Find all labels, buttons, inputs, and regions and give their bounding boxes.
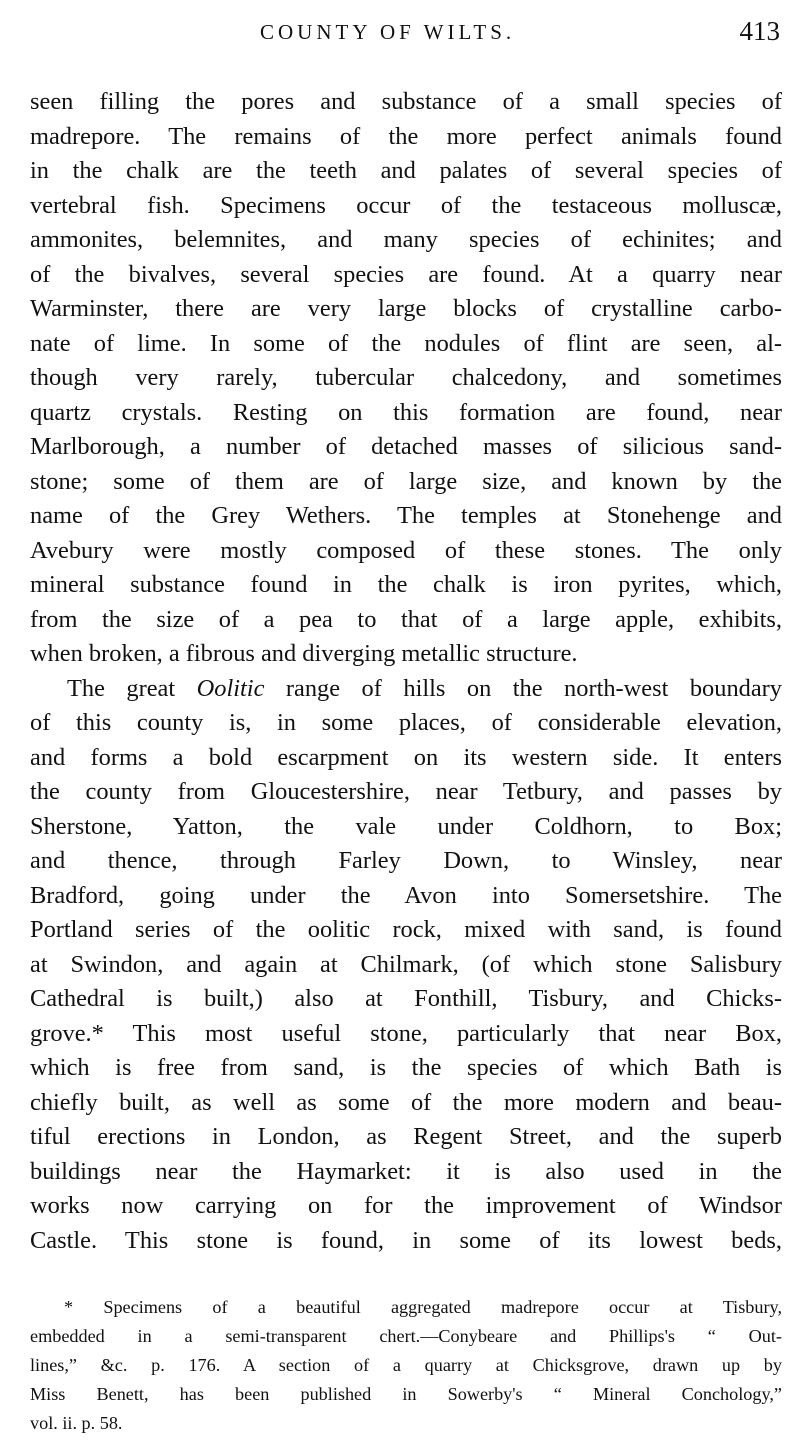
footnote-line: lines,” &c. p. 176. A section of a quarry at Chicksgrove, drawn up by xyxy=(30,1355,782,1375)
body-line: name of the Grey Wethers. The temples at Stonehenge and xyxy=(30,502,782,529)
body-line: when broken, a fibrous and diverging metallic structure. xyxy=(30,640,578,667)
body-line: tiful erections in London, as Regent Street, and the superb xyxy=(30,1123,782,1150)
body-line: mineral substance found in the chalk is iron pyrites, which, xyxy=(30,571,782,598)
running-head: COUNTY OF WILTS. xyxy=(260,20,516,44)
body-line: quartz crystals. Resting on this formation are found, near xyxy=(30,398,782,426)
body-line: the county from Gloucestershire, near Tetbury, and passes by xyxy=(30,778,782,805)
body-line: Castle. This stone is found, in some of its lowest beds, xyxy=(30,1226,782,1254)
body-line: of the bivalves, several species are found. At a quarry near xyxy=(30,260,782,288)
body-line: and thence, through Farley Down, to Winsley, near xyxy=(30,847,782,874)
body-line-oolitic xyxy=(30,672,782,707)
italic-term: Oolitic xyxy=(196,674,265,702)
body-line: chiefly built, as well as some of the more modern and beau- xyxy=(30,1088,782,1116)
body-line: buildings near the Haymarket: it is also used in the xyxy=(30,1157,782,1185)
body-line: Cathedral is built,) also at Fonthill, Tisbury, and Chicks- xyxy=(30,985,782,1012)
body-line: in the chalk are the teeth and palates of several species of xyxy=(30,157,782,184)
footnote xyxy=(30,1293,782,1438)
body-line: Sherstone, Yatton, the vale under Coldhorn, to Box; xyxy=(30,812,782,840)
body-line: Portland series of the oolitic rock, mixed with sand, is found xyxy=(30,916,782,943)
body-line: of this county is, in some places, of considerable elevation, xyxy=(30,709,782,736)
body-line: at Swindon, and again at Chilmark, (of which stone Salisbury xyxy=(30,950,782,978)
body-line: and forms a bold escarpment on its western side. It enters xyxy=(30,743,782,771)
body-line: from the size of a pea to that of a large apple, exhibits, xyxy=(30,605,782,633)
body-line: works now carrying on for the improvement of Windsor xyxy=(30,1192,782,1219)
body-line: ammonites, belemnites, and many species of echinites; and xyxy=(30,226,782,253)
body-line: seen filling the pores and substance of a small species of xyxy=(30,88,782,115)
body-line: stone; some of them are of large size, and known by the xyxy=(30,467,782,495)
body-line: which is free from sand, is the species of which Bath is xyxy=(30,1054,782,1081)
body-line: Avebury were mostly composed of these stones. The only xyxy=(30,536,782,564)
body-line: grove.* This most useful stone, particularly that near Box, xyxy=(30,1019,782,1047)
footnote-line: Miss Benett, has been published in Sowerby's “ Mineral Conchology,” xyxy=(30,1384,782,1404)
oolitic-line-text: The great Oolitic range of hills on the north-west boundary xyxy=(67,674,782,702)
body-line: Bradford, going under the Avon into Somersetshire. The xyxy=(30,881,782,909)
body-line: nate of lime. In some of the nodules of flint are seen, al- xyxy=(30,329,782,357)
footnote-line: vol. ii. p. 58. xyxy=(30,1413,123,1433)
page-number: 413 xyxy=(739,16,780,46)
footnote-line: * Specimens of a beautiful aggregated madrepore occur at Tisbury, xyxy=(64,1297,782,1317)
body-line: Marlborough, a number of detached masses of silicious sand- xyxy=(30,433,782,460)
body-text xyxy=(30,85,782,1258)
body-line: Warminster, there are very large blocks of crystalline carbo- xyxy=(30,295,782,322)
footnote-line: embedded in a semi-transparent chert.—Conybeare and Phillips's “ Out- xyxy=(30,1326,782,1346)
body-line: though very rarely, tubercular chalcedony, and sometimes xyxy=(30,364,782,391)
body-line: madrepore. The remains of the more perfect animals found xyxy=(30,122,782,150)
body-line: vertebral fish. Specimens occur of the testaceous molluscæ, xyxy=(30,191,782,219)
